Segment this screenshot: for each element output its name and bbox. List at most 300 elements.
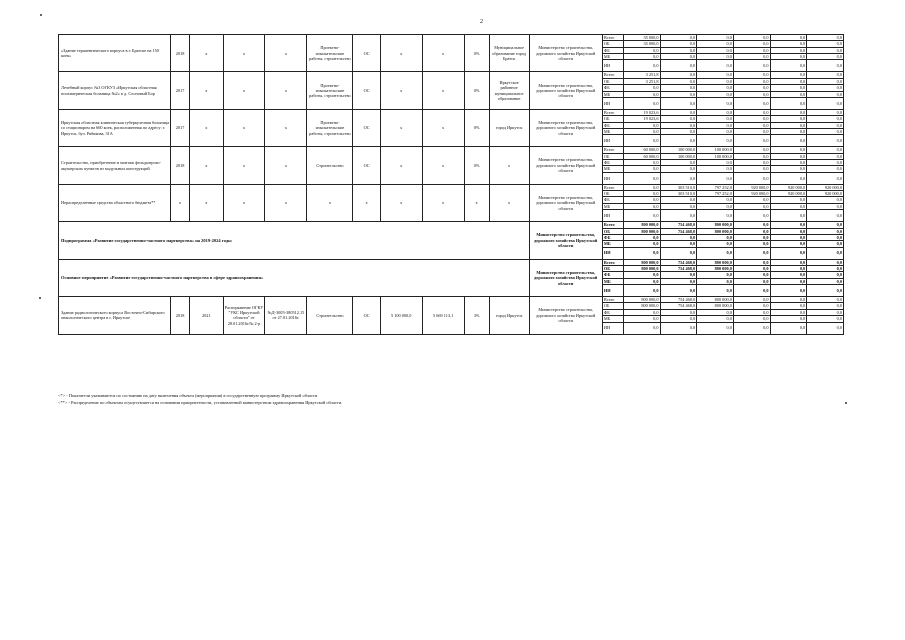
amount-cell: 754 468,0 — [660, 303, 697, 309]
amount-cell: 0,0 — [807, 197, 844, 203]
end-year: x — [190, 184, 224, 221]
funding-source: МБ — [602, 241, 623, 247]
funding-source: ОБ — [602, 116, 623, 122]
work-type: Проектно-изыскательские работы, строительство — [307, 72, 353, 109]
current-cost: x — [422, 72, 464, 109]
object-name: Лечебный корпус №3 ОГКУЗ «Иркутская областная психиатрическая больница №2» в д. Сосновый Бор — [59, 72, 171, 109]
readiness-percent: 0% — [464, 35, 489, 72]
amount-cell: 0,0 — [770, 197, 807, 203]
amount-cell: 0,0 — [770, 322, 807, 334]
expertise: №Д-3005-380512.15 от 27.01.2016г. — [265, 297, 307, 334]
amount-cell: 0,0 — [770, 228, 807, 234]
funding-source: ФБ — [602, 309, 623, 315]
object-type: ОС — [353, 109, 380, 146]
amount-cell: 0,0 — [623, 309, 660, 315]
funding-source: МБ — [602, 278, 623, 284]
amount-cell: 0,0 — [807, 128, 844, 134]
amount-cell: 754 468,0 — [660, 228, 697, 234]
amount-cell: 0,0 — [623, 91, 660, 97]
amount-cell: 0,0 — [660, 41, 697, 47]
start-year: 2017 — [171, 72, 190, 109]
amount-cell: 0,0 — [697, 122, 734, 128]
amount-cell: 0,0 — [623, 272, 660, 278]
amount-cell: 0,0 — [770, 85, 807, 91]
amount-cell: 0,0 — [660, 241, 697, 247]
amount-cell: 0,0 — [697, 85, 734, 91]
amount-cell: 0,0 — [697, 166, 734, 172]
amount-cell: 0,0 — [770, 303, 807, 309]
amount-cell: 0,0 — [807, 35, 844, 41]
amount-cell: 0,0 — [733, 309, 770, 315]
amount-cell: 0,0 — [770, 72, 807, 78]
amount-cell: 100 000,0 — [697, 153, 734, 159]
amount-cell: 100 000,0 — [697, 147, 734, 153]
amount-cell: 920 000,0 — [807, 191, 844, 197]
funding-source: МБ — [602, 91, 623, 97]
amount-cell: 0,0 — [807, 234, 844, 240]
amount-cell: 0,0 — [733, 278, 770, 284]
object-type: x — [353, 184, 380, 221]
amount-cell: 0,0 — [770, 203, 807, 209]
scan-speck — [39, 297, 41, 299]
amount-cell: 0,0 — [623, 172, 660, 184]
amount-cell: 0,0 — [697, 247, 734, 259]
location: x — [489, 184, 529, 221]
amount-cell: 920 000,0 — [770, 191, 807, 197]
amount-cell: 0,0 — [733, 228, 770, 234]
customer: Министерство строительства, дорожного хозяйства Иркутской области — [529, 72, 602, 109]
amount-cell: 0,0 — [733, 297, 770, 303]
amount-cell: 303 510,0 — [660, 191, 697, 197]
amount-cell: 0,0 — [733, 222, 770, 228]
customer: Министерство строительства, дорожного хозяйства Иркутской области — [529, 222, 602, 259]
amount-cell: 0,0 — [697, 60, 734, 72]
current-cost: 5 669 113,1 — [422, 297, 464, 334]
readiness-percent: 0% — [464, 109, 489, 146]
amount-cell: 0,0 — [733, 128, 770, 134]
amount-cell: 0,0 — [770, 47, 807, 53]
object-type: ОС — [353, 72, 380, 109]
amount-cell: 0,0 — [697, 203, 734, 209]
amount-cell: 0,0 — [807, 135, 844, 147]
amount-cell: 0,0 — [623, 122, 660, 128]
amount-cell: 920 000,0 — [733, 184, 770, 190]
amount-cell: 797 252,0 — [697, 191, 734, 197]
work-type: Проектно-изыскательские работы, строительство — [307, 109, 353, 146]
funding-source: МБ — [602, 128, 623, 134]
amount-cell: 0,0 — [660, 166, 697, 172]
amount-cell: 0,0 — [623, 247, 660, 259]
amount-cell: 0,0 — [807, 222, 844, 228]
amount-cell: 0,0 — [623, 97, 660, 109]
amount-cell: 0,0 — [807, 72, 844, 78]
amount-cell: 0,0 — [623, 166, 660, 172]
amount-cell: 0,0 — [807, 166, 844, 172]
funding-source: ОБ — [602, 191, 623, 197]
subprogram-title: Подпрограмма «Развитие государственно-частного партнерства» на 2019-2024 годы — [59, 222, 530, 259]
amount-cell: 0,0 — [623, 316, 660, 322]
start-year: 2018 — [171, 35, 190, 72]
funding-source: Всего — [602, 184, 623, 190]
work-type: Проектно-изыскательские работы, строительство — [307, 35, 353, 72]
amount-cell: 0,0 — [660, 122, 697, 128]
amount-cell: 0,0 — [697, 309, 734, 315]
amount-cell: 0,0 — [807, 309, 844, 315]
amount-cell: 0,0 — [623, 191, 660, 197]
amount-cell: 0,0 — [623, 135, 660, 147]
amount-cell: 0,0 — [770, 116, 807, 122]
amount-cell: 0,0 — [807, 278, 844, 284]
amount-cell: 0,0 — [660, 47, 697, 53]
amount-cell: 0,0 — [770, 97, 807, 109]
amount-cell: 0,0 — [660, 78, 697, 84]
amount-cell: 0,0 — [697, 316, 734, 322]
amount-cell: 754 468,0 — [660, 297, 697, 303]
funding-source: ОБ — [602, 41, 623, 47]
readiness-percent: x — [464, 184, 489, 221]
amount-cell: 0,0 — [733, 160, 770, 166]
amount-cell: 0,0 — [807, 247, 844, 259]
amount-cell: 60 000,0 — [623, 147, 660, 153]
amount-cell: 0,0 — [733, 35, 770, 41]
amount-cell: 0,0 — [807, 97, 844, 109]
customer: Министерство строительства, дорожного хозяйства Иркутской области — [529, 147, 602, 184]
amount-cell: 0,0 — [623, 234, 660, 240]
object-name: Строительство, приобретение и монтаж фельдшерско-акушерских пунктов из модульных конструкций — [59, 147, 171, 184]
amount-cell: 0,0 — [770, 109, 807, 115]
work-type: x — [307, 184, 353, 221]
amount-cell: 0,0 — [623, 197, 660, 203]
object-type: ОС — [353, 147, 380, 184]
amount-cell: 0,0 — [733, 203, 770, 209]
amount-cell: 0,0 — [733, 47, 770, 53]
amount-cell: 0,0 — [770, 272, 807, 278]
estimated-cost: x — [380, 184, 422, 221]
table-row — [59, 147, 844, 153]
amount-cell: 0,0 — [660, 85, 697, 91]
object-name: Здание радиологического корпуса Восточно-Сибирского онкологического центра в г. Иркутске — [59, 297, 171, 334]
amount-cell: 0,0 — [770, 41, 807, 47]
amount-cell: 0,0 — [697, 91, 734, 97]
amount-cell: 800 000,0 — [697, 297, 734, 303]
location: Муниципальное образование город Братск — [489, 35, 529, 72]
table-row — [59, 109, 844, 115]
amount-cell: 0,0 — [770, 210, 807, 222]
amount-cell: 0,0 — [770, 297, 807, 303]
amount-cell: 35 000,0 — [623, 35, 660, 41]
funding-source: МБ — [602, 316, 623, 322]
amount-cell: 0,0 — [807, 116, 844, 122]
amount-cell: 0,0 — [697, 285, 734, 297]
amount-cell: 0,0 — [697, 35, 734, 41]
amount-cell: 754 468,0 — [660, 259, 697, 265]
amount-cell: 0,0 — [660, 160, 697, 166]
amount-cell: 0,0 — [807, 228, 844, 234]
funding-source: Всего — [602, 297, 623, 303]
amount-cell: 0,0 — [697, 135, 734, 147]
main-event-title: Основное мероприятие «Развитие государственно-частного партнерства в сфере здравоохранения» — [59, 259, 530, 296]
amount-cell: 0,0 — [733, 272, 770, 278]
funding-source: МБ — [602, 54, 623, 60]
funding-source: ФБ — [602, 122, 623, 128]
amount-cell: 0,0 — [770, 160, 807, 166]
amount-cell: 0,0 — [807, 297, 844, 303]
funding-source: Всего — [602, 147, 623, 153]
amount-cell: 0,0 — [733, 172, 770, 184]
amount-cell: 0,0 — [770, 147, 807, 153]
location: город Иркутск — [489, 297, 529, 334]
funding-source: МБ — [602, 166, 623, 172]
amount-cell: 0,0 — [697, 234, 734, 240]
amount-cell: 0,0 — [807, 153, 844, 159]
start-year: x — [171, 184, 190, 221]
amount-cell: 0,0 — [660, 272, 697, 278]
amount-cell: 0,0 — [770, 309, 807, 315]
scan-speck — [40, 14, 42, 16]
amount-cell: 754 468,0 — [660, 265, 697, 271]
amount-cell: 0,0 — [733, 153, 770, 159]
amount-cell: 0,0 — [733, 85, 770, 91]
amount-cell: 0,0 — [660, 72, 697, 78]
amount-cell: 0,0 — [623, 47, 660, 53]
current-cost: x — [422, 147, 464, 184]
amount-cell: 0,0 — [733, 109, 770, 115]
location: Иркутское районное муниципальное образование — [489, 72, 529, 109]
amount-cell: 19 023,6 — [623, 116, 660, 122]
amount-cell: 0,0 — [770, 259, 807, 265]
amount-cell: 920 000,0 — [770, 184, 807, 190]
funding-source: ФБ — [602, 47, 623, 53]
amount-cell: 0,0 — [770, 78, 807, 84]
funding-source: Всего — [602, 259, 623, 265]
amount-cell: 0,0 — [770, 91, 807, 97]
end-year: 2021 — [190, 297, 224, 334]
amount-cell: 100 000,0 — [660, 147, 697, 153]
amount-cell: 0,0 — [660, 135, 697, 147]
amount-cell: 0,0 — [733, 147, 770, 153]
amount-cell: 0,0 — [733, 72, 770, 78]
customer: Министерство строительства, дорожного хозяйства Иркутской области — [529, 297, 602, 334]
amount-cell: 0,0 — [733, 122, 770, 128]
amount-cell: 0,0 — [770, 241, 807, 247]
funding-source: ОБ — [602, 228, 623, 234]
amount-cell: 0,0 — [660, 210, 697, 222]
amount-cell: 754 468,0 — [660, 222, 697, 228]
amount-cell: 0,0 — [660, 116, 697, 122]
amount-cell: 0,0 — [697, 272, 734, 278]
start-year: 2018 — [171, 297, 190, 334]
amount-cell: 0,0 — [807, 91, 844, 97]
estimated-cost: 5 100 000,0 — [380, 297, 422, 334]
amount-cell: 0,0 — [697, 278, 734, 284]
amount-cell: 0,0 — [807, 47, 844, 53]
amount-cell: 0,0 — [660, 35, 697, 41]
amount-cell: 0,0 — [770, 54, 807, 60]
amount-cell: 0,0 — [770, 35, 807, 41]
amount-cell: 800 000,0 — [697, 303, 734, 309]
amount-cell: 0,0 — [770, 166, 807, 172]
amount-cell: 60 000,0 — [623, 153, 660, 159]
end-year: x — [190, 35, 224, 72]
amount-cell: 0,0 — [623, 60, 660, 72]
end-year: x — [190, 147, 224, 184]
end-year: x — [190, 72, 224, 109]
funding-source: МБ — [602, 203, 623, 209]
amount-cell: 0,0 — [807, 241, 844, 247]
amount-cell: 800 000,0 — [697, 259, 734, 265]
amount-cell: 0,0 — [660, 285, 697, 297]
program-table — [58, 34, 844, 335]
estimated-cost: x — [380, 109, 422, 146]
table-row — [59, 297, 844, 303]
amount-cell: 0,0 — [733, 316, 770, 322]
amount-cell: 0,0 — [623, 241, 660, 247]
object-name: Нераспределенные средства областного бюджета** — [59, 184, 171, 221]
amount-cell: 0,0 — [807, 322, 844, 334]
funding-source: ФБ — [602, 272, 623, 278]
amount-cell: 0,0 — [697, 241, 734, 247]
object-type: ОС — [353, 297, 380, 334]
amount-cell: 0,0 — [660, 128, 697, 134]
location: город Иркутск — [489, 109, 529, 146]
amount-cell: 0,0 — [697, 172, 734, 184]
amount-cell: 0,0 — [733, 54, 770, 60]
amount-cell: 0,0 — [660, 234, 697, 240]
funding-source: ИИ — [602, 322, 623, 334]
amount-cell: 800 000,0 — [697, 228, 734, 234]
amount-cell: 0,0 — [770, 316, 807, 322]
amount-cell: 0,0 — [733, 97, 770, 109]
amount-cell: 0,0 — [660, 109, 697, 115]
table-row — [59, 259, 844, 265]
amount-cell: 0,0 — [807, 147, 844, 153]
work-type: Строительство — [307, 297, 353, 334]
amount-cell: 0,0 — [807, 122, 844, 128]
start-year: 2018 — [171, 147, 190, 184]
current-cost: x — [422, 109, 464, 146]
amount-cell: 0,0 — [807, 160, 844, 166]
amount-cell: 0,0 — [733, 259, 770, 265]
expertise: x — [265, 72, 307, 109]
amount-cell: 0,0 — [807, 265, 844, 271]
amount-cell: 0,0 — [770, 222, 807, 228]
expertise: x — [265, 109, 307, 146]
amount-cell: 0,0 — [733, 91, 770, 97]
amount-cell: 800 000,0 — [623, 303, 660, 309]
work-type: Строительство — [307, 147, 353, 184]
amount-cell: 800 000,0 — [623, 297, 660, 303]
amount-cell: 0,0 — [623, 203, 660, 209]
table-row — [59, 72, 844, 78]
funding-source: Всего — [602, 222, 623, 228]
customer: Министерство строительства, дорожного хозяйства Иркутской области — [529, 259, 602, 296]
amount-cell: 35 000,0 — [623, 41, 660, 47]
amount-cell: 0,0 — [733, 135, 770, 147]
estimated-cost: x — [380, 147, 422, 184]
amount-cell: 797 252,0 — [697, 184, 734, 190]
amount-cell: 0,0 — [660, 197, 697, 203]
amount-cell: 0,0 — [770, 234, 807, 240]
project-doc: x — [223, 109, 265, 146]
amount-cell: 0,0 — [697, 78, 734, 84]
amount-cell: 800 000,0 — [697, 265, 734, 271]
amount-cell: 0,0 — [623, 128, 660, 134]
amount-cell: 0,0 — [770, 247, 807, 259]
funding-source: ФБ — [602, 85, 623, 91]
amount-cell: 0,0 — [770, 278, 807, 284]
table-row — [59, 222, 844, 228]
estimated-cost: x — [380, 72, 422, 109]
amount-cell: 0,0 — [807, 172, 844, 184]
amount-cell: 0,0 — [770, 265, 807, 271]
amount-cell: 0,0 — [807, 259, 844, 265]
amount-cell: 0,0 — [660, 172, 697, 184]
start-year: 2017 — [171, 109, 190, 146]
amount-cell: 0,0 — [807, 78, 844, 84]
amount-cell: 800 000,0 — [697, 222, 734, 228]
amount-cell: 0,0 — [697, 72, 734, 78]
funding-source: ИИ — [602, 172, 623, 184]
amount-cell: 0,0 — [733, 116, 770, 122]
customer: Министерство строительства, дорожного хозяйства Иркутской области — [529, 35, 602, 72]
amount-cell: 0,0 — [807, 60, 844, 72]
amount-cell: 0,0 — [733, 210, 770, 222]
funding-source: ОБ — [602, 265, 623, 271]
amount-cell: 0,0 — [807, 210, 844, 222]
amount-cell: 0,0 — [660, 97, 697, 109]
end-year: x — [190, 109, 224, 146]
funding-source: ФБ — [602, 234, 623, 240]
amount-cell: 0,0 — [660, 322, 697, 334]
amount-cell: 0,0 — [733, 241, 770, 247]
amount-cell: 0,0 — [623, 322, 660, 334]
funding-source: ОБ — [602, 153, 623, 159]
amount-cell: 0,0 — [660, 247, 697, 259]
customer: Министерство строительства, дорожного хозяйства Иркутской области — [529, 184, 602, 221]
amount-cell: 0,0 — [623, 85, 660, 91]
funding-source: ИИ — [602, 285, 623, 297]
amount-cell: 0,0 — [697, 197, 734, 203]
amount-cell: 800 000,0 — [623, 259, 660, 265]
current-cost: x — [422, 35, 464, 72]
expertise: x — [265, 35, 307, 72]
amount-cell: 19 023,6 — [623, 109, 660, 115]
amount-cell: 0,0 — [770, 60, 807, 72]
object-name: «Здание терапевтического корпуса в г. Братске на 150 коек» — [59, 35, 171, 72]
amount-cell: 0,0 — [733, 166, 770, 172]
amount-cell: 0,0 — [697, 54, 734, 60]
amount-cell: 0,0 — [623, 160, 660, 166]
object-name: Иркутская областная клиническая туберкулезная больница со стационаром на 660 коек, расположенная по адресу: г. Иркутск, бул. Рябикова, 31А — [59, 109, 171, 146]
project-doc: Распоряжение ОГКУ "УКС Иркутской области" от 28.01.2016г.№ 2-р — [223, 297, 265, 334]
amount-cell: 0,0 — [660, 91, 697, 97]
project-doc: x — [223, 184, 265, 221]
amount-cell: 3 251,8 — [623, 72, 660, 78]
amount-cell: 0,0 — [697, 116, 734, 122]
amount-cell: 0,0 — [623, 184, 660, 190]
footnotes — [58, 392, 844, 406]
amount-cell: 0,0 — [697, 47, 734, 53]
amount-cell: 0,0 — [807, 109, 844, 115]
amount-cell: 0,0 — [697, 97, 734, 109]
amount-cell: 800 000,0 — [623, 228, 660, 234]
amount-cell: 0,0 — [733, 234, 770, 240]
amount-cell: 0,0 — [697, 210, 734, 222]
amount-cell: 800 000,0 — [623, 222, 660, 228]
amount-cell: 3 251,8 — [623, 78, 660, 84]
location: x — [489, 147, 529, 184]
amount-cell: 0,0 — [807, 54, 844, 60]
